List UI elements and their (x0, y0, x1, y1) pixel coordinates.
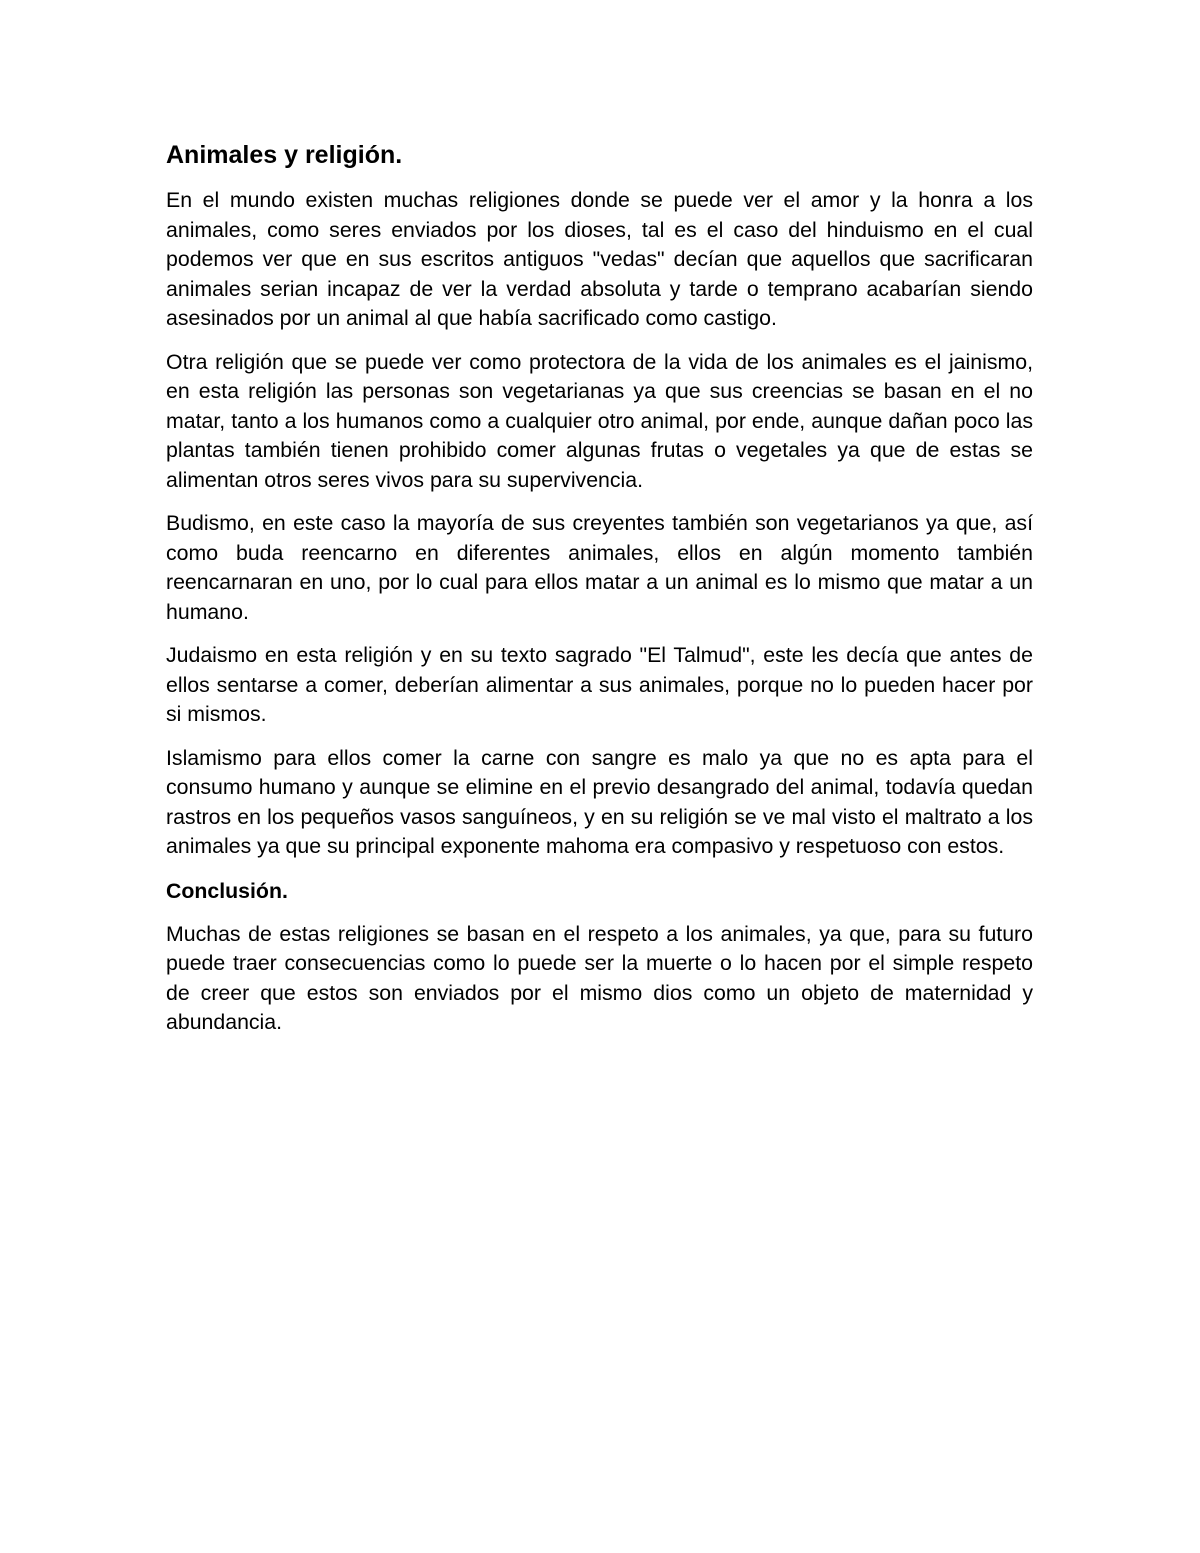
paragraph-hinduismo: En el mundo existen muchas religiones donde se puede ver el amor y la honra a los animales, como seres enviados por los dioses, tal es el caso del hinduismo en el cual podemos ver que en sus escritos antiguos "vedas" decían que aquellos que sacrificaran animales serian incapaz de ver la verdad absoluta y tarde o temprano acabarían siendo asesinados por un animal al que había sacrificado como castigo. (166, 188, 1033, 330)
conclusion-paragraph: Muchas de estas religiones se basan en el respeto a los animales, ya que, para su futuro puede traer consecuencias como lo puede ser la muerte o lo hacen por el simple respeto de creer que estos son enviados por el mismo dios como un objeto de maternidad y abundancia. (166, 921, 1033, 1034)
document-body (166, 138, 1033, 1052)
paragraph-judaismo: Judaismo en esta religión y en su texto sagrado "El Talmud", este les decía que antes de ellos sentarse a comer, deberían alimentar a sus animales, porque no lo pueden hacer por si mismos. (166, 643, 1033, 726)
paragraph-islamismo: Islamismo para ellos comer la carne con sangre es malo ya que no es apta para el consumo humano y aunque se elimine en el previo desangrado del animal, todavía quedan rastros en los pequeños vasos sanguíneos, y en su religión se ve mal visto el maltrato a los animales ya que su principal exponente mahoma era compasivo y respetuoso con estos. (166, 745, 1033, 858)
paragraph-budismo: Budismo, en este caso la mayoría de sus creyentes también son vegetarianos ya que, así como buda reencarno en diferentes animales, ellos en algún momento también reencarnaran en uno, por lo cual para ellos matar a un animal es lo mismo que matar a un humano. (166, 511, 1033, 624)
conclusion-heading: Conclusión. (166, 878, 288, 903)
paragraph-jainismo: Otra religión que se puede ver como protectora de la vida de los animales es el jainismo, en esta religión las personas son vegetarianas ya que sus creencias se basan en el no matar, tanto a los humanos como a cualquier otro animal, por ende, aunque dañan poco las plantas también tienen prohibido comer algunas frutas o vegetales ya que de estas se alimentan otros seres vivos para su supervivencia. (166, 349, 1033, 492)
document-title: Animales y religión. (166, 141, 403, 169)
